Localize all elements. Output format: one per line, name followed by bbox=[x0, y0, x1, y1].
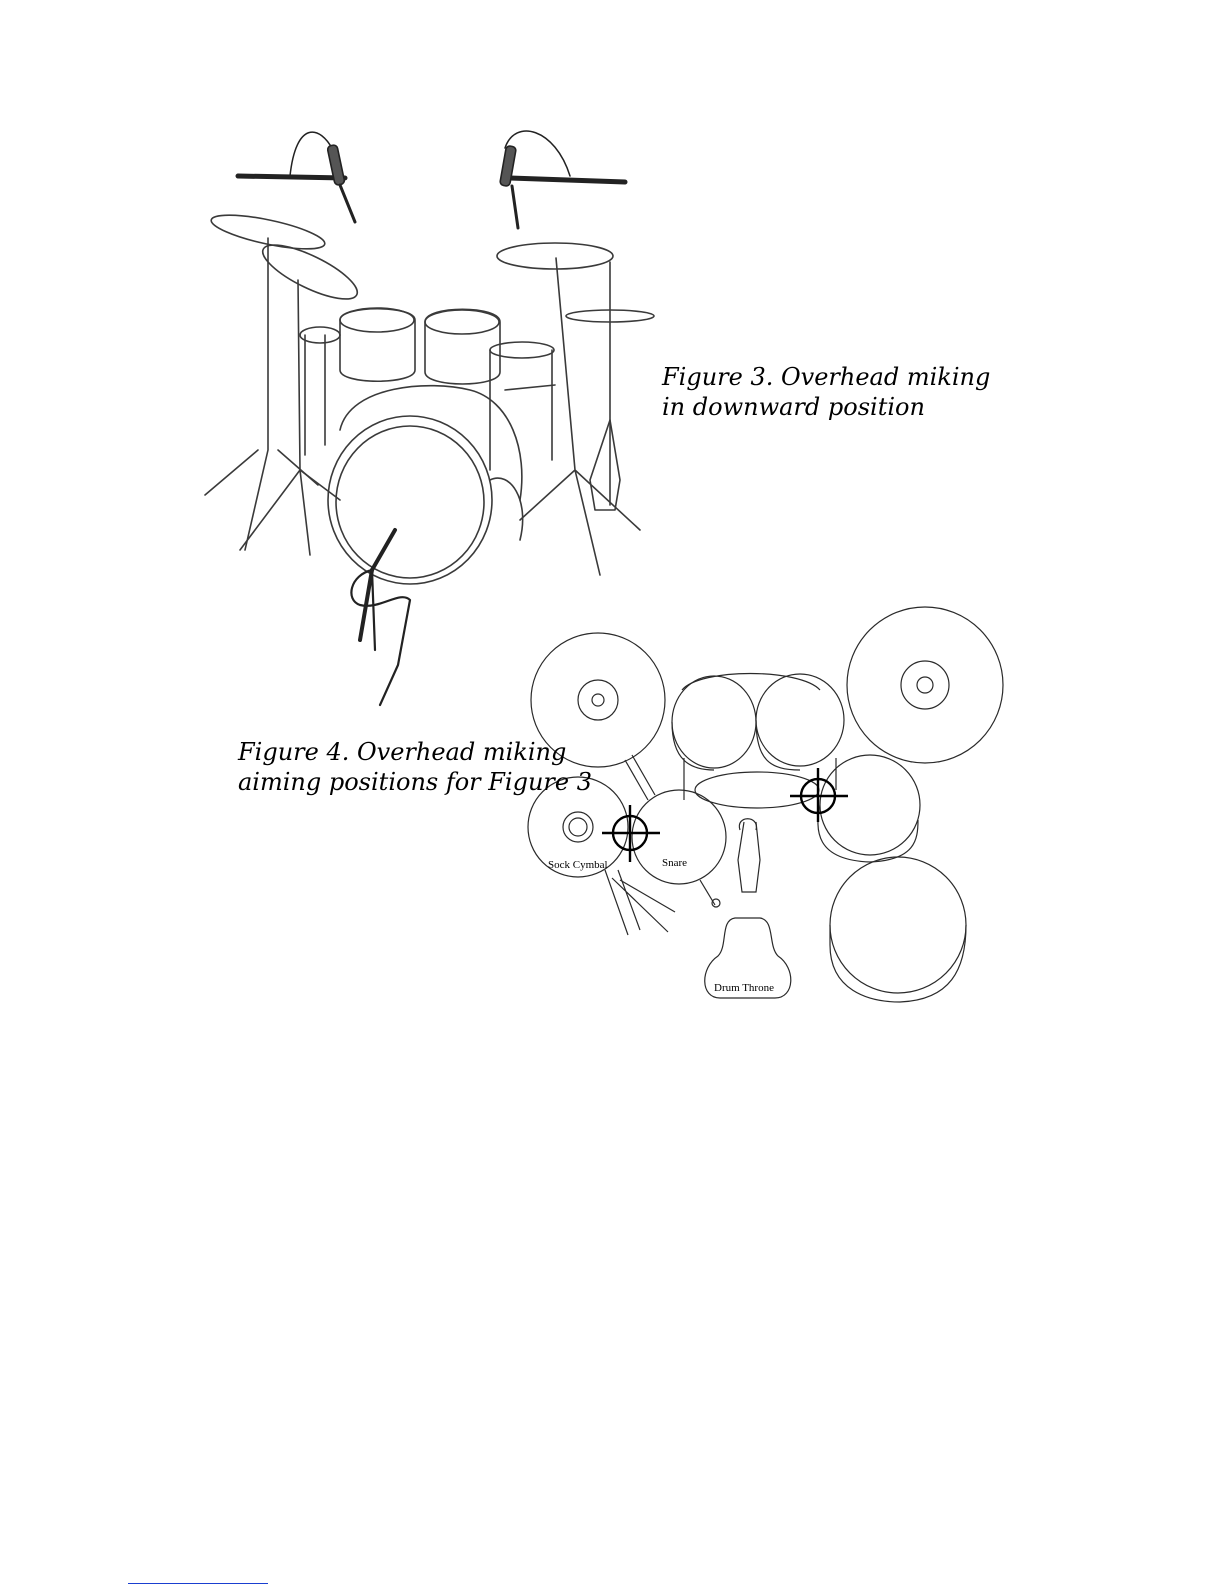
crosshair-icon bbox=[602, 805, 660, 862]
floor-tom bbox=[820, 755, 920, 855]
figure-3-caption-line-1: Figure 3. Overhead miking bbox=[662, 363, 991, 391]
figure-4-caption bbox=[238, 737, 592, 797]
figure-4-caption-line-2: aiming positions for Figure 3 bbox=[238, 768, 592, 796]
footnote-rule bbox=[128, 1583, 268, 1584]
ride-cymbal bbox=[847, 607, 1003, 763]
drum-throne-label: Drum Throne bbox=[714, 982, 774, 994]
figure-3-caption-line-2: in downward position bbox=[662, 393, 925, 421]
snare-label: Snare bbox=[662, 857, 688, 869]
sock-cymbal-label: Sock Cymbal bbox=[548, 859, 608, 871]
figure-4-caption-line-1: Figure 4. Overhead miking bbox=[238, 738, 567, 766]
